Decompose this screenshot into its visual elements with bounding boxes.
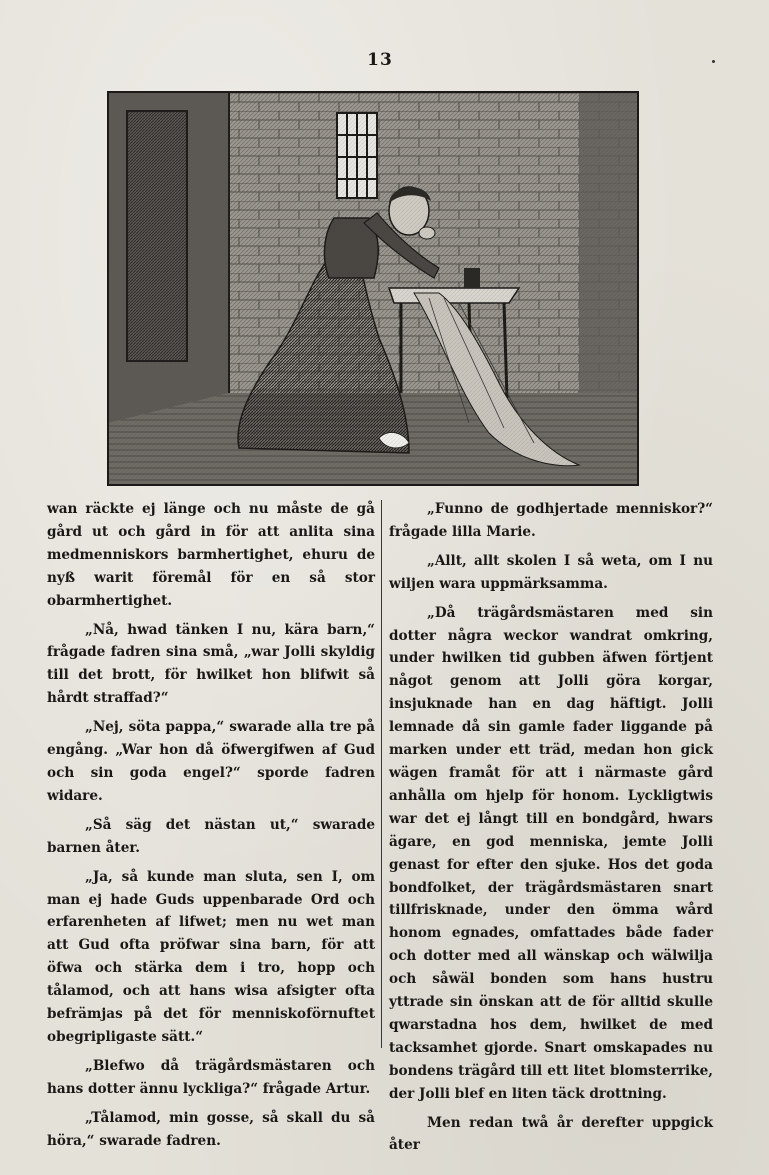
paragraph: Men redan twå år derefter uppgick åter <box>389 1114 713 1154</box>
paragraph: „Funno de godhjertade menniskor?“ frågade lilla Marie. <box>389 501 713 540</box>
paragraph: „Tålamod, min gosse, så skall du så höra,“ swarade fadren. <box>47 1109 375 1149</box>
paragraph: „Blefwo då trägårdsmästaren och hans dotter ännu lyckliga?“ frågade Artur. <box>47 1057 375 1097</box>
engraving-illustration <box>107 91 639 486</box>
paragraph: „Ja, så kunde man sluta, sen I, om man ej hade Guds uppenbarade Ord och erfarenheten af lifwet; men nu wet man att Gud ofta pröfwar sina barn, för att öfwa och stärka dem i tro, hopp och tålamod, och att hans wisa afsigter ofta befrämjas på det för menniskoförnuftet obegripligaste sätt.“ <box>47 868 375 1045</box>
ink-speck <box>712 60 715 63</box>
text-column-left <box>47 498 375 1158</box>
page-number: 13 <box>367 50 393 70</box>
paragraph: „Nej, söta pappa,“ swarade alla tre på engång. „War hon då öfwergifwen af Gud och sin goda engel?“ sporde fadren widare. <box>47 719 375 804</box>
paragraph: „Så säg det nästan ut,“ swarade barnen åter. <box>47 816 375 856</box>
paragraph: „Då trägårdsmästaren med sin dotter några weckor wandrat omkring, under hwilken tid gubben äfwen förtjent något genom att Jolli göra korgar, insjuknade han en dag häftigt. Jolli lemnade då sin gamle fader liggande på marken under ett träd, medan hon gick wägen framåt för att i närmaste gård anhålla om hjelp för honom. Lyckligtwis war det ej långt till en bondgård, hwars ägare, en god menniska, jemte Jolli genast for efter den sjuke. Hos det goda bondfolket, der trägårdsmästaren snart tillfrisknade, under den ömma wård honom egnades, omfattades både fader och dotter med all wänskap och wälwilja och såwäl bonden som hans hustru yttrade sin önskan att de för alltid skulle qwarstadna hos dem, hwilket de med tacksamhet gjorde. Snart omskapades nu bondens trägård till ett litet blomsterrike, der Jolli blef en liten täck drottning. <box>389 604 713 1102</box>
prison-cell-scene <box>109 93 637 484</box>
text-column-right <box>389 498 713 1163</box>
paragraph: „Allt, allt skolen I så weta, om I nu wiljen wara uppmärksamma. <box>389 552 713 592</box>
paragraph: wan räckte ej länge och nu måste de gå gård ut och gård in för att anlita sina medmenniskors barmhertighet, ehuru de nyß warit föremål för en så stor obarmhertighet. <box>47 501 375 609</box>
column-divider <box>381 500 382 1048</box>
paragraph: „Nå, hwad tänken I nu, kära barn,“ frågade fadren sina små, „war Jolli skyldig till det brott, för hwilket hon blifwit så hårdt straffad?“ <box>47 621 375 707</box>
